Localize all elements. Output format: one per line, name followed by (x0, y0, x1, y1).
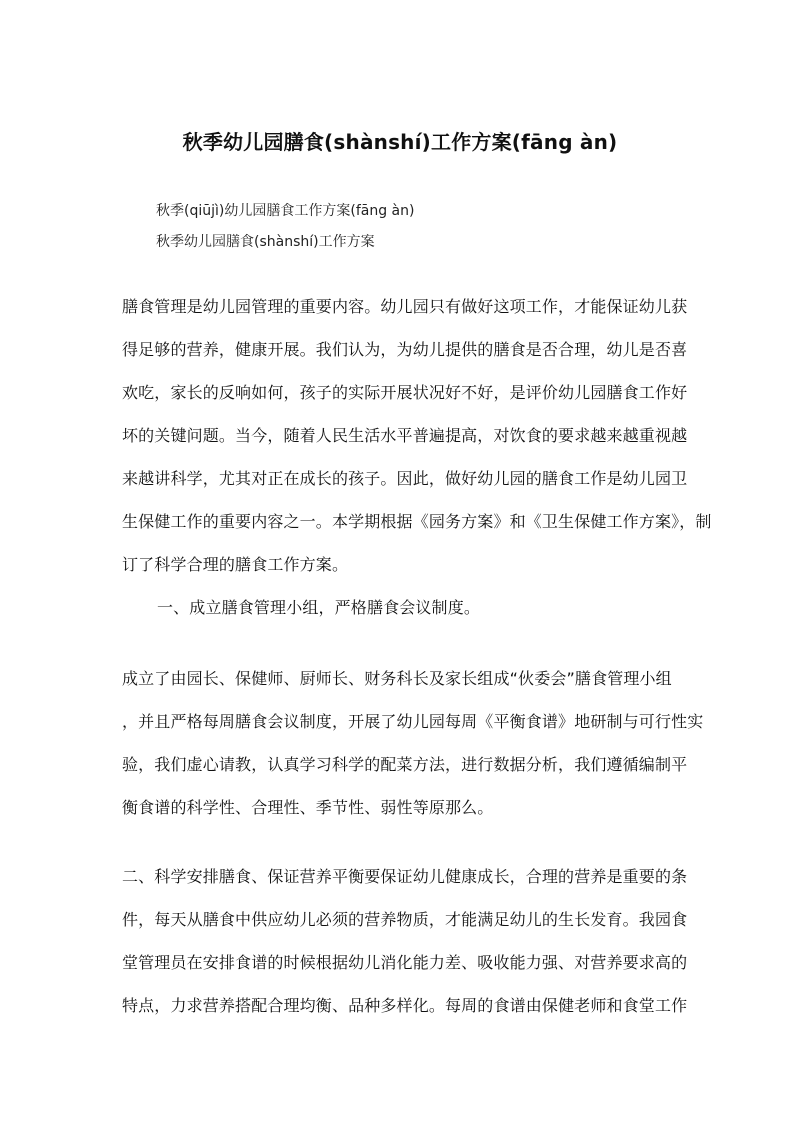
subtitle-line: 秋季幼儿园膳食(shànshí)工作方案 (156, 234, 375, 250)
paragraph-line: 验，我们虚心请教，认真学习科学的配菜方法，进行数据分析，我们遵循编制平 (122, 755, 688, 774)
paragraph-line: 得足够的营养，健康开展。我们认为，为幼儿提供的膳食是否合理，幼儿是否喜 (122, 340, 688, 359)
section-heading: 一、成立膳食管理小组，严格膳食会议制度。 (157, 598, 481, 617)
paragraph-line: 二、科学安排膳食、保证营养平衡要保证幼儿健康成长，合理的营养是重要的条 (122, 867, 688, 886)
paragraph-line: 欢吃，家长的反响如何，孩子的实际开展状况好不好，是评价幼儿园膳食工作好 (122, 383, 688, 402)
paragraph-line: 件，每天从膳食中供应幼儿必须的营养物质，才能满足幼儿的生长发育。我园食 (122, 910, 688, 929)
paragraph-line: 订了科学合理的膳食工作方案。 (122, 555, 349, 574)
paragraph-line: 来越讲科学，尤其对正在成长的孩子。因此，做好幼儿园的膳食工作是幼儿园卫 (122, 469, 688, 488)
paragraph-line: 特点，力求营养搭配合理均衡、品种多样化。每周的食谱由保健老师和食堂工作 (122, 996, 688, 1015)
document-title: 秋季幼儿园膳食(shànshí)工作方案(fāng àn) (182, 130, 618, 154)
paragraph-line: 坏的关键问题。当今，随着人民生活水平普遍提高，对饮食的要求越来越重视越 (122, 426, 688, 445)
paragraph-line: 堂管理员在安排食谱的时候根据幼儿消化能力差、吸收能力强、对营养要求高的 (122, 953, 688, 972)
paragraph-line: 成立了由园长、保健师、厨师长、财务科长及家长组成“伙委会”膳食管理小组 (122, 669, 672, 688)
paragraph-line: 衡食谱的科学性、合理性、季节性、弱性等原那么。 (122, 798, 494, 817)
paragraph-line: 膳食管理是幼儿园管理的重要内容。幼儿园只有做好这项工作，才能保证幼儿获 (122, 297, 688, 316)
subtitle-line: 秋季(qiūjì)幼儿园膳食工作方案(fāng àn) (156, 203, 415, 219)
paragraph-line: ，并且严格每周膳食会议制度，开展了幼儿园每周《平衡食谱》地研制与可行性实 (122, 712, 704, 731)
paragraph-line: 生保健工作的重要内容之一。本学期根据《园务方案》和《卫生保健工作方案》，制 (122, 512, 712, 531)
